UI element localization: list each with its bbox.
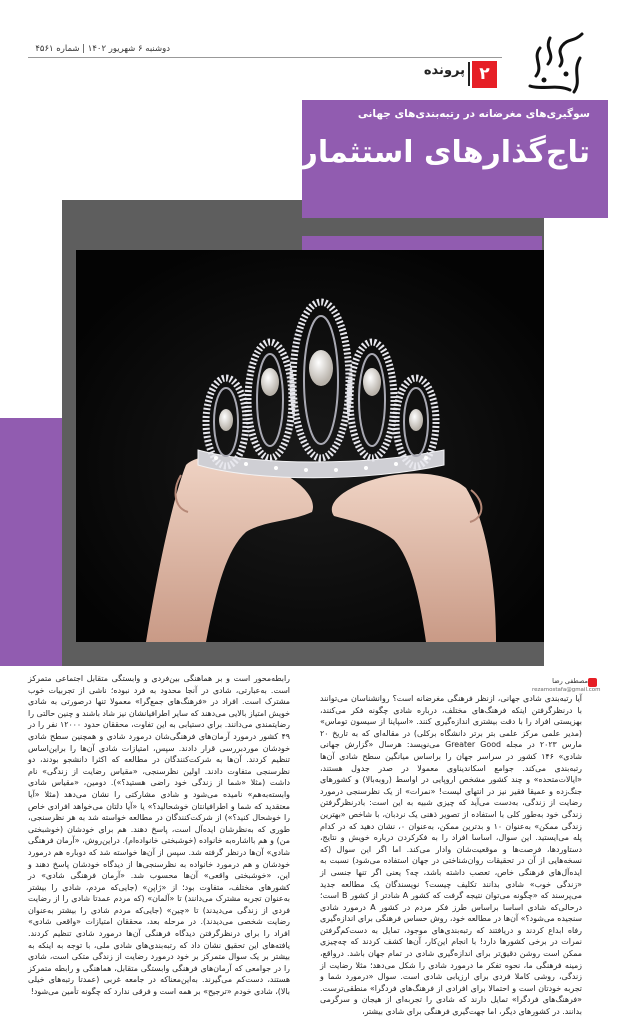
author-email: rezamostafa@gmail.com: [532, 687, 601, 693]
author-name: مصطفی رضا: [552, 677, 588, 685]
left-accent-block: [0, 418, 62, 666]
section-divider: [468, 62, 470, 86]
newspaper-logo: [522, 28, 592, 100]
page-number: ۲: [472, 61, 497, 88]
article-subtitle: سوگیری‌های مغرضانه در رتبه‌بندی‌های جهانی: [357, 108, 590, 120]
accent-strip: [302, 236, 542, 251]
tiara-photo: [76, 250, 544, 642]
header-divider: [28, 57, 502, 58]
body-column-right: آیا رتبه‌بندی شادی جهانی، ازنظر فرهنگی مغرضانه است؟ روانشناسان می‌توانند با درنظرگرفتن اینکه فرهنگ‌های مختلف، درباره شادی چگونه فکر می‌کنند، بهزیستی افراد را با دقت بیشتری اندازه‌گیری کنند. «اسپاینا از سیسون توماس» (مدیر علمی مرکز علمی بتر برتر دانشگاه برکلی) در مقاله‌ای که به تاریخ ۲۰ مارس ۲۰۲۳ در مجله Greater Good می‌نویسد: هرسال «گزارش جهانی شادی» ۱۴۶ کشور در سراسر جهان را براساس میانگین سطح شادی آن‌ها رتبه‌بندی می‌کند. جوامع اسکاندیناوی معمولا در صدر جدول هستند، «ایالات‌متحده» و چند کشور مشخص اروپایی در اواسط (روبه‌بالا) و کشورهای جنگ‌زده و عمیقا فقیر نیز در انتهای لیست! «نمرات» از یک نظرسنجی درمورد رضایت از زندگی، به‌دست می‌آید که چیزی شبیه به این است: بادرنظرگرفتن زندگی خود به‌طور کلی با استفاده از تصویر ذهنی یک نردبان، با شاخص «بهترین زندگی ممکن» به‌عنوان ۱۰ و بدترین ممکن، به‌عنوان ۰، نشان دهید که در کدام پله می‌ایستید. این سوال، اساسا افراد را به فکرکردن درباره خویش و نتایج، دستاوردها، فرصت‌ها و موقعیت‌شان وادار می‌کند. اما اگر این سوال (که نسخه‌هایی از آن در تحقیقات روان‌شناختی در جهان استفاده می‌شود) نسبت به ایده‌آل‌های فرهنگی خاص، تعصب داشته باشد، چه؟ یعنی اگر تنها جنسی از «زندگی خوب» شادی بدانند تکلیف چیست؟ نویسندگان یک مطالعه جدید می‌پرسند که «چگونه می‌توان نتیجه گرفت که کشور A شادتر از کشور B است؛ درحالی‌که شادی اساسا براساس طرز فکر مردم در کشور A درمورد شادی سنجیده می‌شود؟» آن‌ها در مطالعه خود، روش حساس فرهنگی برای اندازه‌گیری رفاه ابداع کردند و دریافتند که رتبه‌بندی‌های موجود، تمایل به دست‌کم‌گرفتن نمرات در برخی کشورها دارد! با انجام این‌کار، آن‌ها کشف کردند که چه‌چیزی ممکن است روشن دقیق‌تر برای اندازه‌گیری شادی در تمام جهان باشد. درواقع، زمینه فرهنگی ما، نحوه تفکر ما درمورد شادی را شکل می‌دهد؛ مثلا رضایت از زندگی، روشی کاملا فردی برای ارزیابی شادی است. سوال «درمورد شما و تجربه خودتان است و احتمالا برای افرادی از فرهنگ‌های فردگرا» منطقی‌ترست. «فرهنگ‌های فردگرا» تمایل دارند که شادی را تجربه‌ای از هیجان و سرگرمی بدانند. در کشورهای دیگر، اما جهت‌گیری فرهنگی برای شادی بیشتر،: [320, 694, 582, 1017]
article-body: [28, 673, 582, 1017]
author-icon: [588, 678, 597, 687]
section-label: پرونده: [423, 63, 465, 78]
article-title: تاج‌گذارهای استثماری!: [259, 135, 590, 170]
issue-date-line: دوشنبه ۶ شهریور ۱۴۰۲ | شماره ۴۵۶۱: [35, 44, 170, 54]
tiara-illustration: [76, 250, 544, 642]
body-column-left: رابطه‌محور است و بر هماهنگی بین‌فردی و وابستگی متقابل اجتماعی متمرکز است. به‌عبارتی، شادی در آنجا محدود به فرد نبوده؛ ناشی از تجربیات خوب مشترک است. افراد در «فرهنگ‌های جمع‌گرا» معمولا تنها درصورتی به شادی خویش امتیاز بالایی می‌دهند که سایر اطرافیانشان نیز شاد باشند و چنین حالتی را رضایتمندی می‌دانند. برای دستیابی به این تفاوت، محققان حدود ۱۲۰۰۰ نفر را در ۴۹ کشور درمورد آرمان‌های فرهنگی‌شان درمورد شادی و همچنین سطح شادی خودشان مورد‌بررسی قرار دادند. سپس، امتیازات شادی آن‌ها را براین‌اساس تنظیم کردند. آن‌ها به شرکت‌کنندگان در مطالعه که اکثرا دانشجو بودند، دو نظرسنجی متفاوت دادند. اولین نظرسنجی، «مقیاس رضایت از زندگی» نام داشت (مثلا «شما از زندگی خود راضی هستید؟»). دومین، «مقیاس شادی وابسته‌به‌هم» نامیده می‌شود و شادی مشارکتی را نشان می‌دهد (مثلا «آیا معتقدید که شما و اطرافیانتان خوشحالید؟» یا «آیا دلتان می‌خواهد افرادی خاص را خوشحال کنید؟») از شرکت‌کنندگان در مطالعه خواسته شد به هر نظرسنجی، طوری که به‌نظرشان ایده‌آل است، پاسخ دهند. هم برای خودشان (خوشبختی من) و هم با‌اشاره‌به خانواده (خوشبختی خانواده‌ام). دراین‌روش، «آرمان فرهنگی شادی» آن‌ها درنظر گرفته شد. سپس از آن‌ها خواسته شد که دوباره هم درمورد خودشان و هم درمورد خانواده به نظرسنجی‌ها از دیدگاه خودشان پاسخ دهند و این، «خوشبختی واقعی» آن‌ها محسوب شد. «آرمان فرهنگی شادی» در کشورهای مختلف، متفاوت بود؛ از «ژاپن» (جایی‌که مردم، شادی را بیشتر به‌عنوان تجربه مشترک می‌دانند) تا «آلمان» (که مردم عمدتا شادی را از رضایت فردی از زندگی می‌دیدند) تا «چین» (جایی‌که مردم شادی را بیشتر به‌عنوان رضایت شخصی می‌دیدند). در مرحله بعد، محققان امتیازات «واقعی شادی» افراد را برای درنظرگرفتن دیدگاه فرهنگی آن‌ها درمورد شادی تنظیم کردند. یافته‌های این تحقیق نشان داد که رتبه‌بندی‌های شادی ملی، با توجه به اینکه به بیشتر بر یک سوال متمرکز بر خود درمورد رضایت از زندگی متکی است، شادی را در جوامعی که آرمان‌های فرهنگی وابستگی متقابل، هماهنگی و رابطه متمرکز هستند، دست‌کم می‌گیرند. به‌این‌معناکه در جامعه غربی (عمدتا رتبه‌های خیلی بالا)، شادی خودم «ترجیح» بر همه است و فرقی ندارد که چگونه تأمین می‌شود!: [28, 674, 290, 997]
